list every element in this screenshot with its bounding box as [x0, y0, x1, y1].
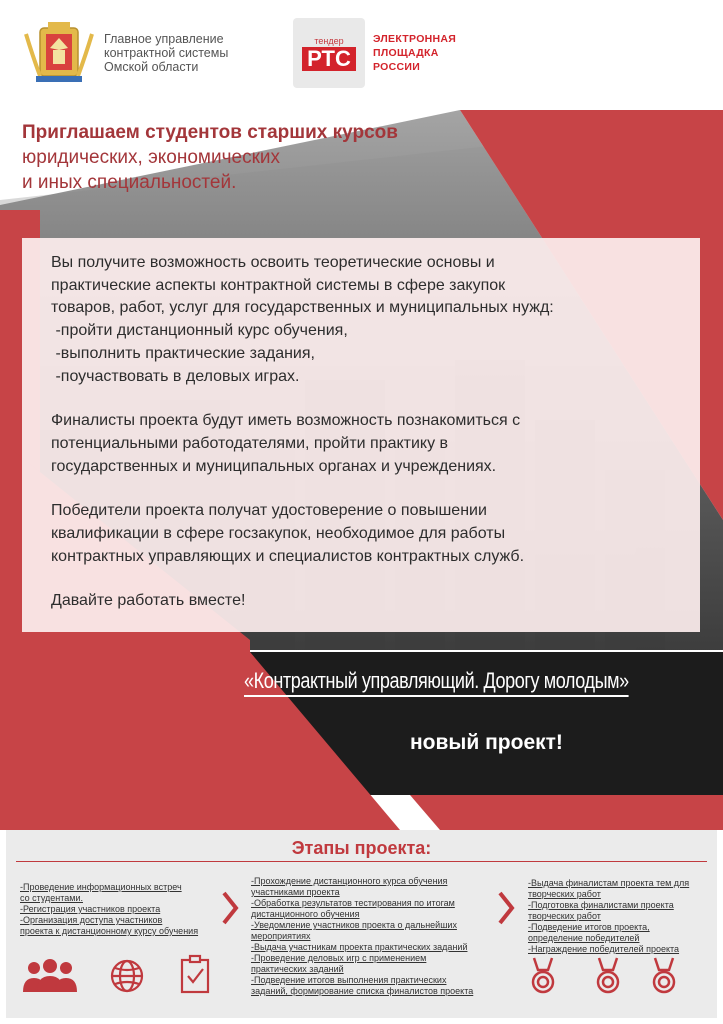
info-line: Победители проекта получат удостоверение о повышении — [51, 502, 487, 520]
stage-column-2 — [251, 876, 473, 997]
org-name — [104, 32, 228, 74]
globe-icon — [109, 958, 145, 994]
invitation-line: и иных специальностей. — [22, 172, 237, 193]
invitation-line: юридических, экономических — [22, 147, 280, 168]
divider — [16, 861, 707, 862]
stage-item: заданий, формирование списка финалистов проекта — [251, 986, 474, 996]
people-icon — [20, 958, 80, 994]
invitation — [22, 120, 462, 195]
stage-item: творческих работ — [528, 911, 601, 921]
stage-item: определение победителей — [528, 933, 640, 943]
stages-section — [6, 830, 717, 1018]
stage-item: -Подведение итогов проекта, — [528, 922, 650, 932]
medal-icon — [528, 956, 558, 996]
stage-item: -Подготовка финалистами проекта — [528, 900, 674, 910]
stage-item: участниками проекта — [251, 887, 340, 897]
medal-icon — [593, 956, 623, 996]
project-name: «Контрактный управляющий. Дорогу молодым» — [244, 668, 629, 697]
info-line: потенциальными работодателями, пройти практику в — [51, 434, 449, 452]
info-line: контрактных управляющих и специалистов контрактных служб. — [51, 547, 525, 565]
stage-item: -Прохождение дистанционного курса обучения — [251, 876, 448, 886]
stage-item: -Уведомление участников проекта о дальнейших — [251, 920, 457, 930]
stage-item: -Регистрация участников проекта — [20, 904, 161, 914]
stage-column-1 — [20, 882, 198, 937]
info-line: Вы получите возможность освоить теоретические основы и — [51, 254, 495, 271]
stage-item: -Организация доступа участников — [20, 915, 163, 925]
info-line: практические аспекты контрактной системы в сфере закупок — [51, 276, 506, 294]
stage-item: -Награждение победителей проекта — [528, 944, 680, 954]
stage-item: со студентами. — [20, 893, 83, 903]
stage-item: -Подведение итогов выполнения практических — [251, 975, 447, 985]
org-name-line: контрактной системы — [104, 46, 229, 60]
info-line: товаров, работ, услуг для государственных и муниципальных нужд: — [51, 299, 554, 317]
info-text — [51, 252, 691, 613]
org-name-line: Главное управление — [104, 32, 224, 46]
stage-item: -Проведение информационных встреч — [20, 882, 182, 892]
chevron-right-icon — [220, 890, 240, 926]
rts-text — [373, 32, 456, 74]
info-line: Давайте работать вместе! — [51, 592, 246, 610]
stage-item: -Выдача финалистам проекта тем для — [528, 878, 690, 888]
rts-block — [293, 18, 456, 88]
medal-icon — [649, 956, 679, 996]
rts-logo — [293, 18, 365, 88]
rts-logo-big: РТС — [302, 47, 356, 71]
omsk-coat-of-arms-icon — [22, 20, 96, 86]
stage-item: творческих работ — [528, 889, 601, 899]
stage-item: проекта к дистанционному курсу обучения — [20, 926, 199, 936]
info-line: -выполнить практические задания, — [51, 344, 315, 362]
org-block — [22, 20, 228, 86]
org-name-line: Омской области — [104, 60, 199, 74]
invitation-line: Приглашаем студентов старших курсов — [22, 122, 398, 143]
rts-text-line: ЭЛЕКТРОННАЯ — [373, 33, 457, 45]
stage-item: -Обработка результатов тестирования по итогам — [251, 898, 455, 908]
rts-text-line: ПЛОЩАДКА — [373, 47, 439, 59]
stage-item: практических заданий — [251, 964, 344, 974]
info-panel — [22, 238, 700, 632]
stage-item: -Выдача участникам проекта практических заданий — [251, 942, 468, 952]
stage-item: дистанционного обучения — [251, 909, 360, 919]
stage-column-3 — [528, 878, 689, 955]
stage-item: -Проведение деловых игр с применением — [251, 953, 427, 963]
chevron-right-icon — [496, 890, 516, 926]
stages-title: Этапы проекта: — [291, 838, 432, 858]
info-line: -поучаствовать в деловых играх. — [51, 367, 300, 385]
project-tagline: новый проект! — [410, 731, 563, 754]
info-line: -пройти дистанционный курс обучения, — [51, 322, 348, 340]
rts-logo-small: тендер — [314, 35, 344, 46]
header — [0, 0, 723, 100]
info-line: квалификации в сфере госзакупок, необходимое для работы — [51, 525, 506, 543]
info-line: Финалисты проекта будут иметь возможность познакомиться с — [51, 412, 521, 430]
rts-text-line: РОССИИ — [373, 61, 421, 73]
info-line: государственных и муниципальных органах и учреждениях. — [51, 457, 497, 475]
stage-item: мероприятиях — [251, 931, 311, 941]
checklist-icon — [178, 954, 214, 994]
